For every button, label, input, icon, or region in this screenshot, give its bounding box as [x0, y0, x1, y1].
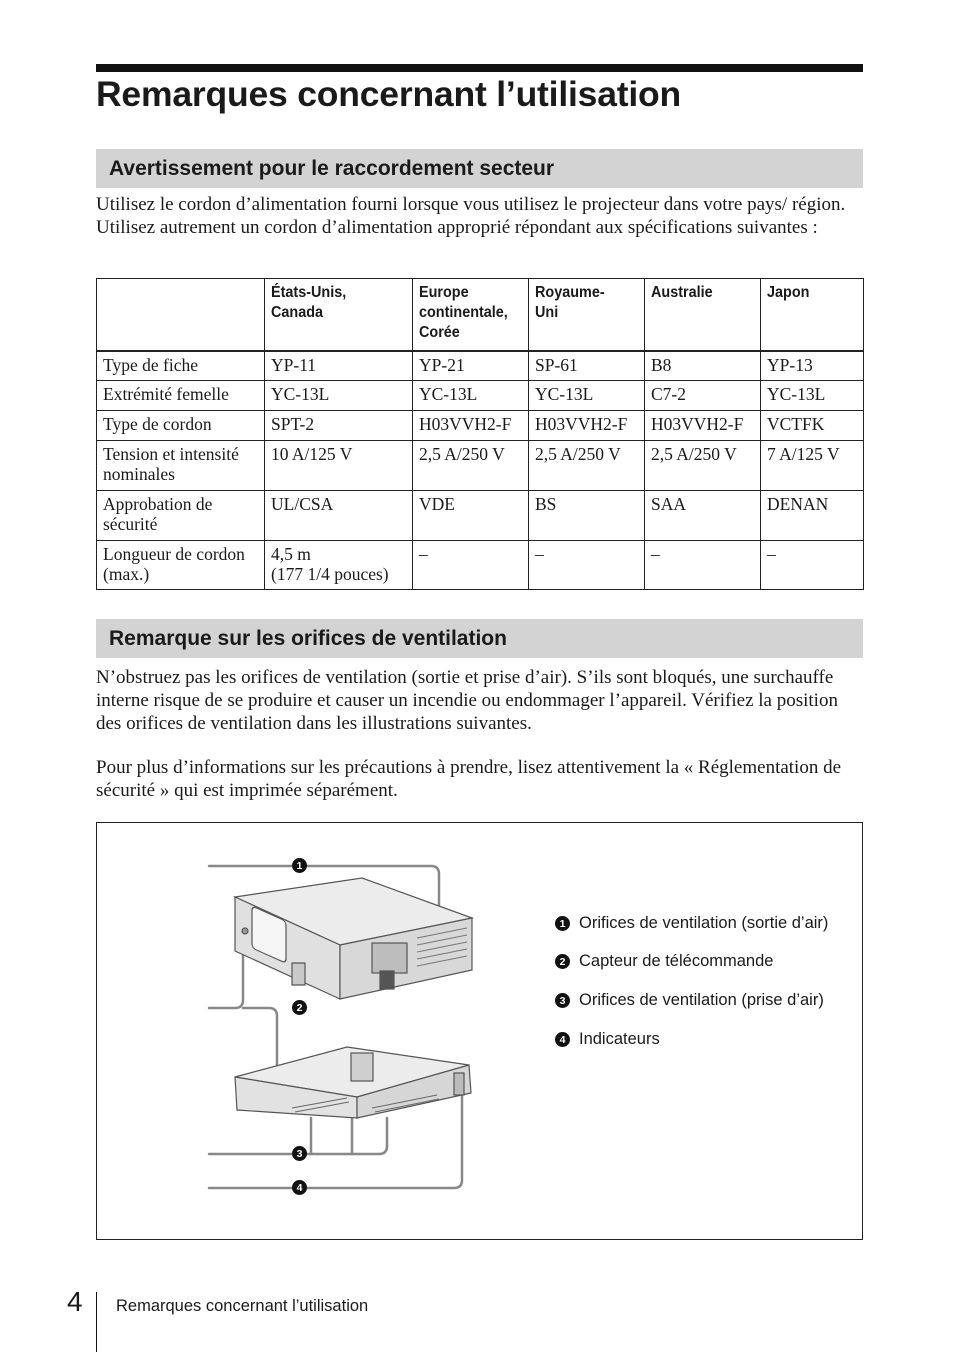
legend-number-badge: 1 — [555, 916, 570, 931]
table-header-cell: États-Unis, Canada — [265, 279, 413, 351]
page-title: Remarques concernant l’utilisation — [96, 74, 681, 114]
legend-item — [555, 952, 773, 971]
table-cell: SPT-2 — [265, 411, 413, 441]
table-cell: – — [761, 541, 864, 590]
title-rule — [96, 64, 863, 72]
table-header-cell: Royaume-Uni — [529, 279, 645, 351]
table-cell: YC-13L — [761, 381, 864, 411]
legend-text: Indicateurs — [579, 1030, 660, 1048]
table-row — [97, 381, 864, 411]
table-cell: YC-13L — [413, 381, 529, 411]
table-cell: YC-13L — [265, 381, 413, 411]
legend-item — [555, 991, 824, 1010]
table-cell: 2,5 A/250 V — [413, 441, 529, 491]
table-cell: 10 A/125 V — [265, 441, 413, 491]
legend-text: Capteur de télécommande — [579, 952, 774, 970]
table-cell: Tension et intensité nominales — [97, 441, 265, 491]
table-cell: – — [529, 541, 645, 590]
legend-text: Orifices de ventilation (sortie d’air) — [579, 914, 829, 932]
power-cord-paragraph: Utilisez le cordon d’alimentation fourni lorsque vous utilisez le projecteur dans votre pays/ région. Utilisez autrement un cordon d’alimentation approprié répondant aux spécifications suivantes : — [96, 194, 846, 238]
table-cell: H03VVH2-F — [529, 411, 645, 441]
table-cell: UL/CSA — [265, 491, 413, 541]
table-header-cell: Australie — [645, 279, 761, 351]
callout-1-badge: 1 — [292, 858, 307, 873]
section-heading-power-cord — [96, 149, 863, 188]
legend-number-badge: 2 — [555, 954, 570, 969]
table-row — [97, 411, 864, 441]
table-cell: 2,5 A/250 V — [529, 441, 645, 491]
table-cell: Type de cordon — [97, 411, 265, 441]
table-cell: 4,5 m (177 1/4 pouces) — [265, 541, 413, 590]
callout-3-badge: 3 — [292, 1146, 307, 1161]
page-number: 4 — [67, 1286, 83, 1317]
table-header-cell — [97, 279, 265, 351]
table-row — [97, 491, 864, 541]
legend-number-badge: 4 — [555, 1032, 570, 1047]
table-cell: Longueur de cordon (max.) — [97, 541, 265, 590]
table-cell: 7 A/125 V — [761, 441, 864, 491]
table-header-row — [97, 279, 864, 351]
table-cell: VCTFK — [761, 411, 864, 441]
footer-label: Remarques concernant l’utilisation — [116, 1297, 369, 1315]
table-cell: – — [645, 541, 761, 590]
safety-regulation-paragraph: Pour plus d’informations sur les précautions à prendre, lisez attentivement la « Réglementation de sécurité » qui est imprimée séparément. — [96, 757, 842, 801]
table-header-cell: Japon — [761, 279, 864, 351]
table-cell: YC-13L — [529, 381, 645, 411]
table-cell: VDE — [413, 491, 529, 541]
callout-2-badge: 2 — [292, 1000, 307, 1015]
table-cell: Approbation de sécurité — [97, 491, 265, 541]
table-header-cell: Europe continentale, Corée — [413, 279, 529, 351]
table-cell: YP-21 — [413, 351, 529, 381]
section-heading-ventilation — [96, 619, 863, 658]
table-cell: 2,5 A/250 V — [645, 441, 761, 491]
table-cell: SAA — [645, 491, 761, 541]
legend-item — [555, 914, 828, 933]
table-row — [97, 541, 864, 590]
section-heading-text: Remarque sur les orifices de ventilation — [109, 627, 507, 650]
section-heading-text: Avertissement pour le raccordement secteur — [109, 157, 555, 180]
projector-illustration — [97, 823, 861, 1238]
table-cell: – — [413, 541, 529, 590]
power-cord-spec-table — [96, 278, 864, 590]
legend-item — [555, 1030, 660, 1049]
legend-number-badge: 3 — [555, 993, 570, 1008]
table-cell: DENAN — [761, 491, 864, 541]
table-row — [97, 351, 864, 381]
callout-4-badge: 4 — [292, 1180, 307, 1195]
projector-figure — [96, 822, 863, 1240]
table-cell: YP-13 — [761, 351, 864, 381]
table-cell: H03VVH2-F — [413, 411, 529, 441]
table-cell: Type de fiche — [97, 351, 265, 381]
table-cell: H03VVH2-F — [645, 411, 761, 441]
table-cell: C7-2 — [645, 381, 761, 411]
table-cell: B8 — [645, 351, 761, 381]
ventilation-paragraph: N’obstruez pas les orifices de ventilation (sortie et prise d’air). S’ils sont bloqués, une surchauffe interne risque de se produire et causer un incendie ou endommager l’appareil. Vérifiez la position des orifices de ventilation dans les illustrations suivantes. — [96, 667, 838, 734]
table-cell: SP-61 — [529, 351, 645, 381]
legend-text: Orifices de ventilation (prise d’air) — [579, 991, 824, 1009]
table-row — [97, 441, 864, 491]
table-cell: Extrémité femelle — [97, 381, 265, 411]
table-cell: BS — [529, 491, 645, 541]
footer-rule — [96, 1292, 97, 1352]
table-cell: YP-11 — [265, 351, 413, 381]
